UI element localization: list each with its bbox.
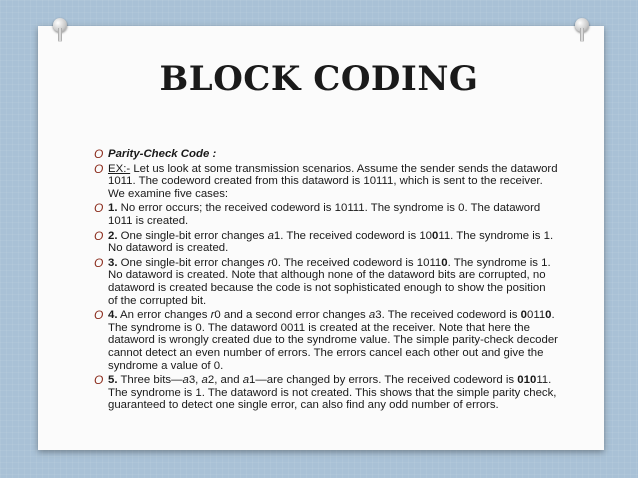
bullet-text-run: 5. [108, 374, 118, 387]
bullet-text-run: One single-bit error changes [117, 229, 268, 242]
bullet-text-run: Let us look at some transmission scenarios. Assume the sender sends the dataword 1011. The codeword created from this dataword is 10111, which is sent to the receiver. We examine five cases: [108, 162, 558, 200]
bullet-marker: O [94, 161, 104, 176]
bullet-text-run: 0. The received codeword is 1011 [271, 256, 442, 269]
bullet-text-run: 0 and a second error changes [214, 309, 369, 322]
bullet-text-run: a [242, 374, 250, 387]
bullet-text-run: a [182, 374, 189, 387]
bullet-text-run: a [368, 309, 376, 322]
bullet-item [94, 201, 558, 227]
bullet-text-run: No error occurs; the received codeword is 10111. The syndrome is 0. The dataword 1011 is created. [108, 202, 541, 227]
bullet-text-run: 2, and [207, 374, 243, 387]
bullet-text-run: 0 [520, 309, 527, 322]
bullet-text-run: . The syndrome is 1. No dataword is created. Note that although none of the dataword bits are corrupted, no dataword is created because the code is not sophisticated enough to show the position of the corrupted bit. [108, 256, 551, 307]
bullet-text-run: Parity-Check Code : [108, 148, 217, 160]
bullet-text-run: 11. The syndrome is 1. The dataword is not created. This shows that the simple parity check, guaranteed to detect one single error, can also find any odd number of errors. [108, 374, 557, 412]
bullet-item [94, 147, 558, 161]
pushpin-icon [574, 18, 590, 42]
bullet-text-run: 0 [432, 229, 439, 242]
bullet-list [94, 147, 558, 414]
bullet-item [94, 228, 558, 255]
bullet-text-run: Three bits— [117, 374, 183, 387]
bullet-marker: O [94, 228, 104, 243]
bullet-text-run: 4. [108, 309, 118, 322]
bullet-text-run: r [210, 309, 215, 322]
bullet-text-run: One single-bit error changes [117, 256, 268, 269]
bullet-text-run: 2. [108, 229, 118, 242]
bullet-text-run: a [201, 374, 208, 387]
pushpin-icon [52, 18, 68, 42]
bullet-text-run: 1. [108, 202, 118, 215]
bullet-text-run: An error changes [117, 309, 211, 322]
bullet-text-run: r [267, 256, 272, 269]
bullet-marker: O [94, 201, 104, 216]
bullet-item [94, 373, 558, 412]
bullet-marker: O [94, 308, 104, 323]
bullet-item [94, 308, 558, 372]
bullet-text-run: a [267, 229, 274, 242]
bullet-marker: O [94, 255, 104, 270]
bullet-item [94, 255, 558, 307]
bullet-item [94, 161, 558, 201]
bullet-text-run: 0 [545, 309, 552, 322]
bullet-marker: O [94, 373, 104, 388]
bullet-text-run: 0 [441, 256, 448, 269]
bullet-text-run: 010 [517, 374, 537, 387]
bullet-text-run: 3. [108, 256, 118, 269]
bullet-text-run: 11. The syndrome is 1. No dataword is created. [108, 229, 554, 255]
bullet-text-run: 1. The received codeword is 10 [273, 229, 432, 242]
slide-title: BLOCK CODING [159, 59, 479, 99]
bullet-text-run: 3, [188, 374, 202, 387]
bullet-marker: O [94, 147, 104, 161]
bullet-text-run: . The syndrome is 0. The dataword 0011 is created at the receiver. Note that here the dataword is wrongly created due to the syndrome value. The simple parity-check decoder cannot detect an even number of errors. The errors cancel each other out and give the syndrome a value of 0. [108, 309, 558, 372]
bullet-text-run: 3. The received codeword is [375, 309, 521, 322]
bullet-text-run: 011 [527, 309, 546, 322]
bullet-text-run: EX:- [108, 162, 131, 175]
bullet-text-run: 1—are changed by errors. The received codeword is [249, 374, 518, 387]
